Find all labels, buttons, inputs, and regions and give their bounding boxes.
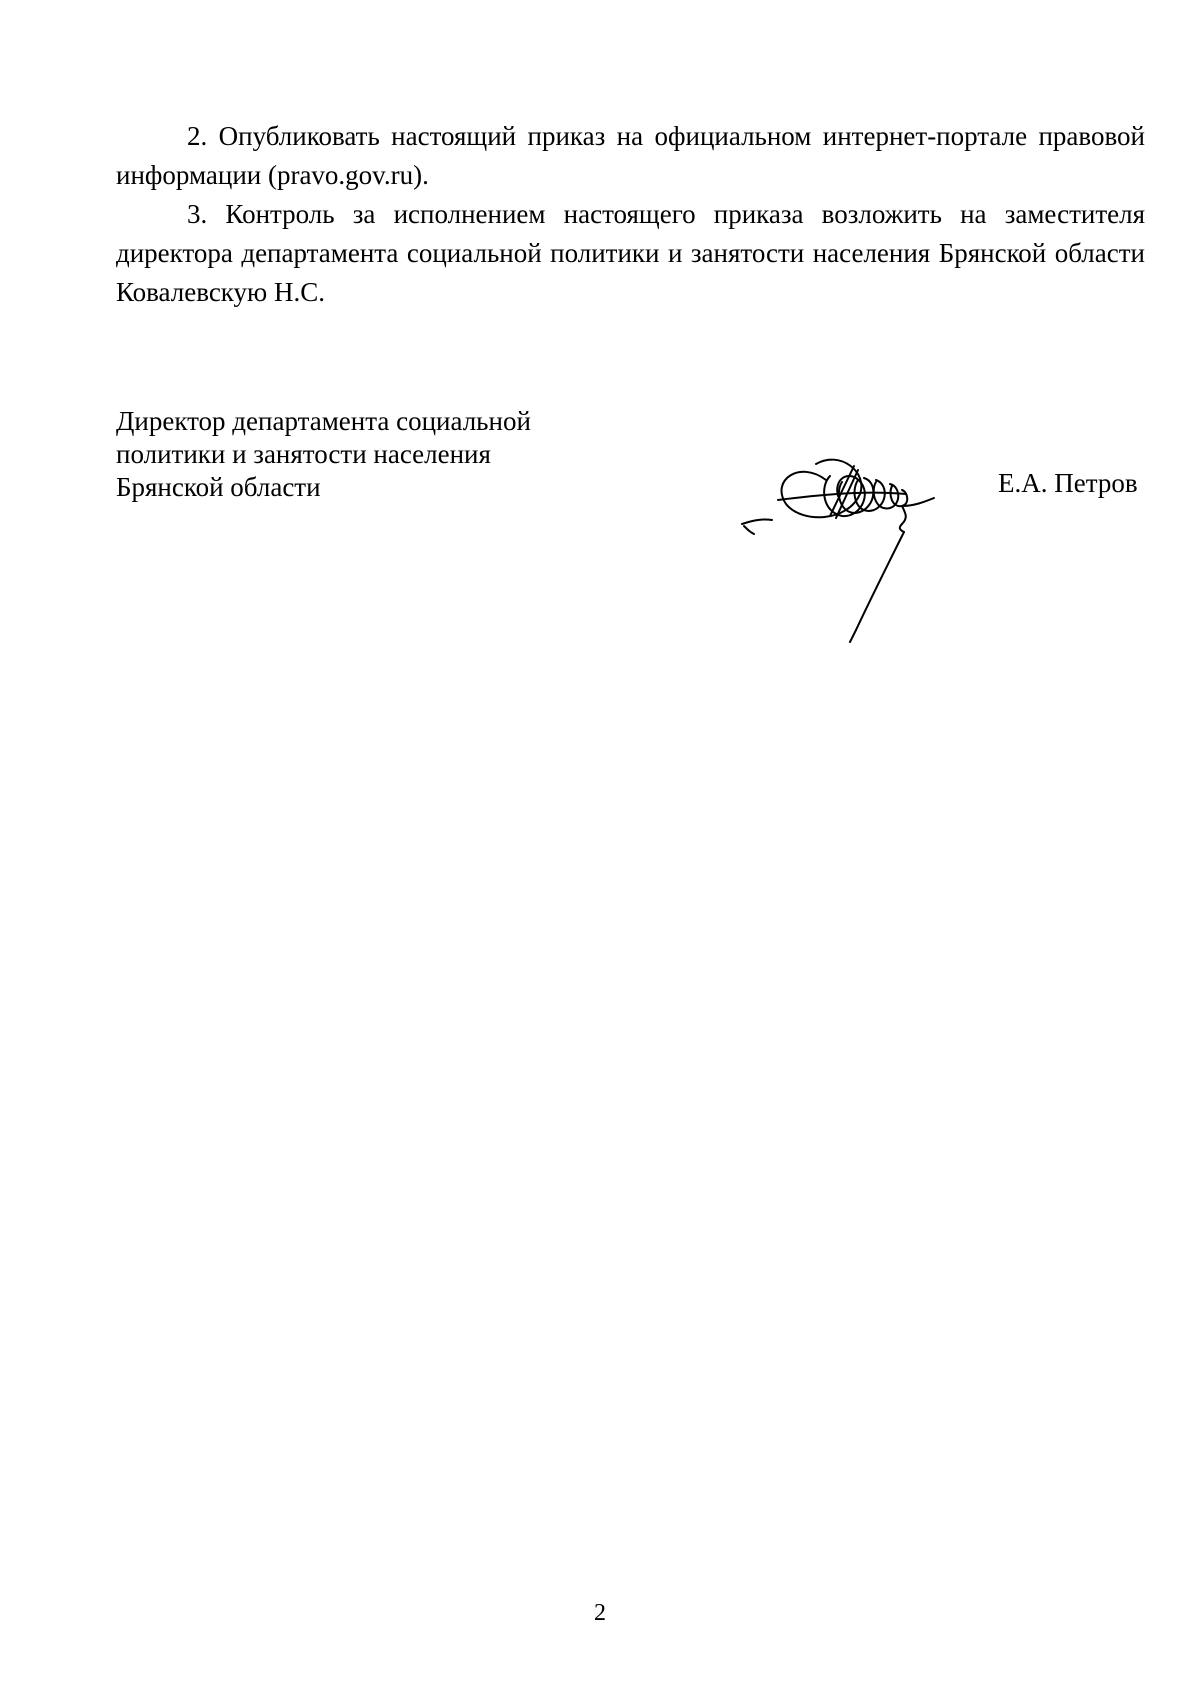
- signatory-position: [116, 405, 531, 504]
- signer-name: Е.А. Петров: [998, 468, 1138, 498]
- position-line: Директор департамента социальной: [116, 406, 531, 436]
- document-body: [116, 117, 1145, 312]
- position-line: политики и занятости населения: [116, 439, 491, 469]
- paragraph-control: 3. Контроль за исполнением настоящего приказа возложить на заместителя директора департамента социальной политики и занятости населения Брянской области Ковалевскую Н.С.: [116, 199, 1145, 307]
- page-number: 2: [594, 1600, 606, 1626]
- position-line: Брянской области: [116, 472, 321, 502]
- paragraph-publish: 2. Опубликовать настоящий приказ на официальном интернет-портале правовой информации (pravo.gov.ru).: [116, 121, 1145, 190]
- handwritten-signature: [730, 420, 990, 645]
